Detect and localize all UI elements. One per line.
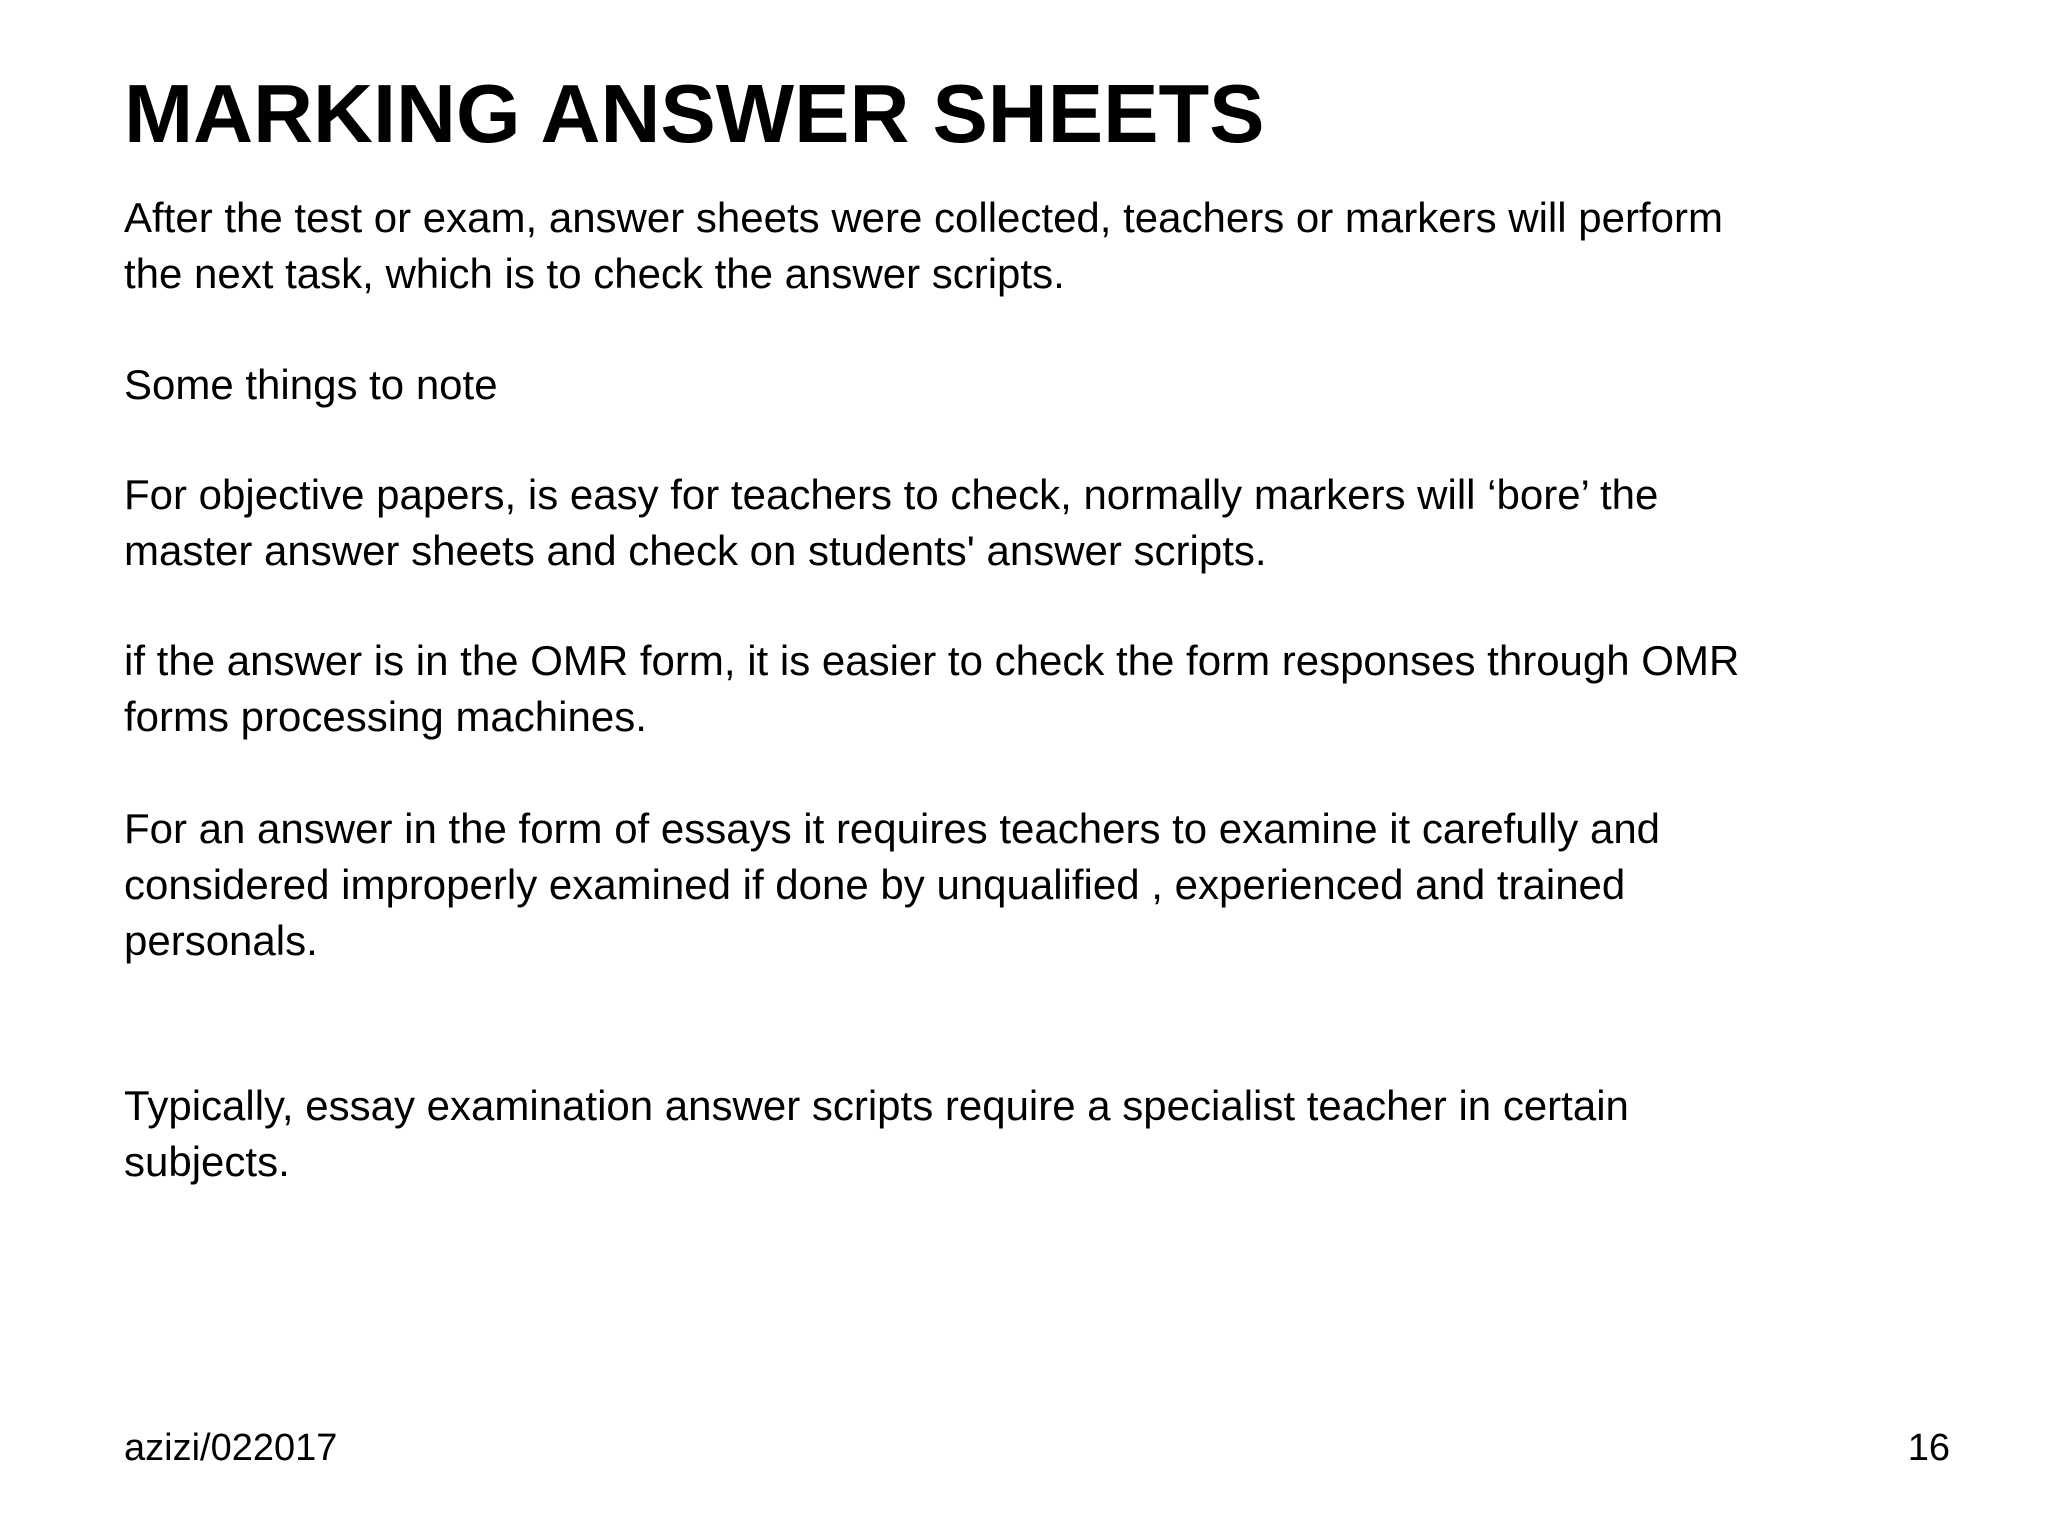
paragraph-specialist-teacher: Typically, essay examination answer scripts require a specialist teacher in certain subjects. — [124, 1082, 1629, 1185]
footer-page-number: 16 — [1907, 1427, 1950, 1469]
slide-title: MARKING ANSWER SHEETS — [124, 67, 1265, 160]
paragraph-objective-papers: For objective papers, is easy for teachers to check, normally markers will ‘bore’ the master answer sheets and check on students' answer scripts. — [124, 471, 1659, 574]
footer-author-code: azizi/022017 — [124, 1427, 338, 1469]
paragraph-essays: For an answer in the form of essays it requires teachers to examine it carefully and considered improperly examined if done by unqualified , experienced and trained personals. — [124, 805, 1661, 964]
paragraph-omr-form: if the answer is in the OMR form, it is easier to check the form responses through OMR forms processing machines. — [124, 637, 1740, 740]
paragraph-intro: After the test or exam, answer sheets were collected, teachers or markers will perform the next task, which is to check the answer scripts. — [124, 194, 1723, 297]
paragraph-notes-heading: Some things to note — [124, 361, 498, 408]
